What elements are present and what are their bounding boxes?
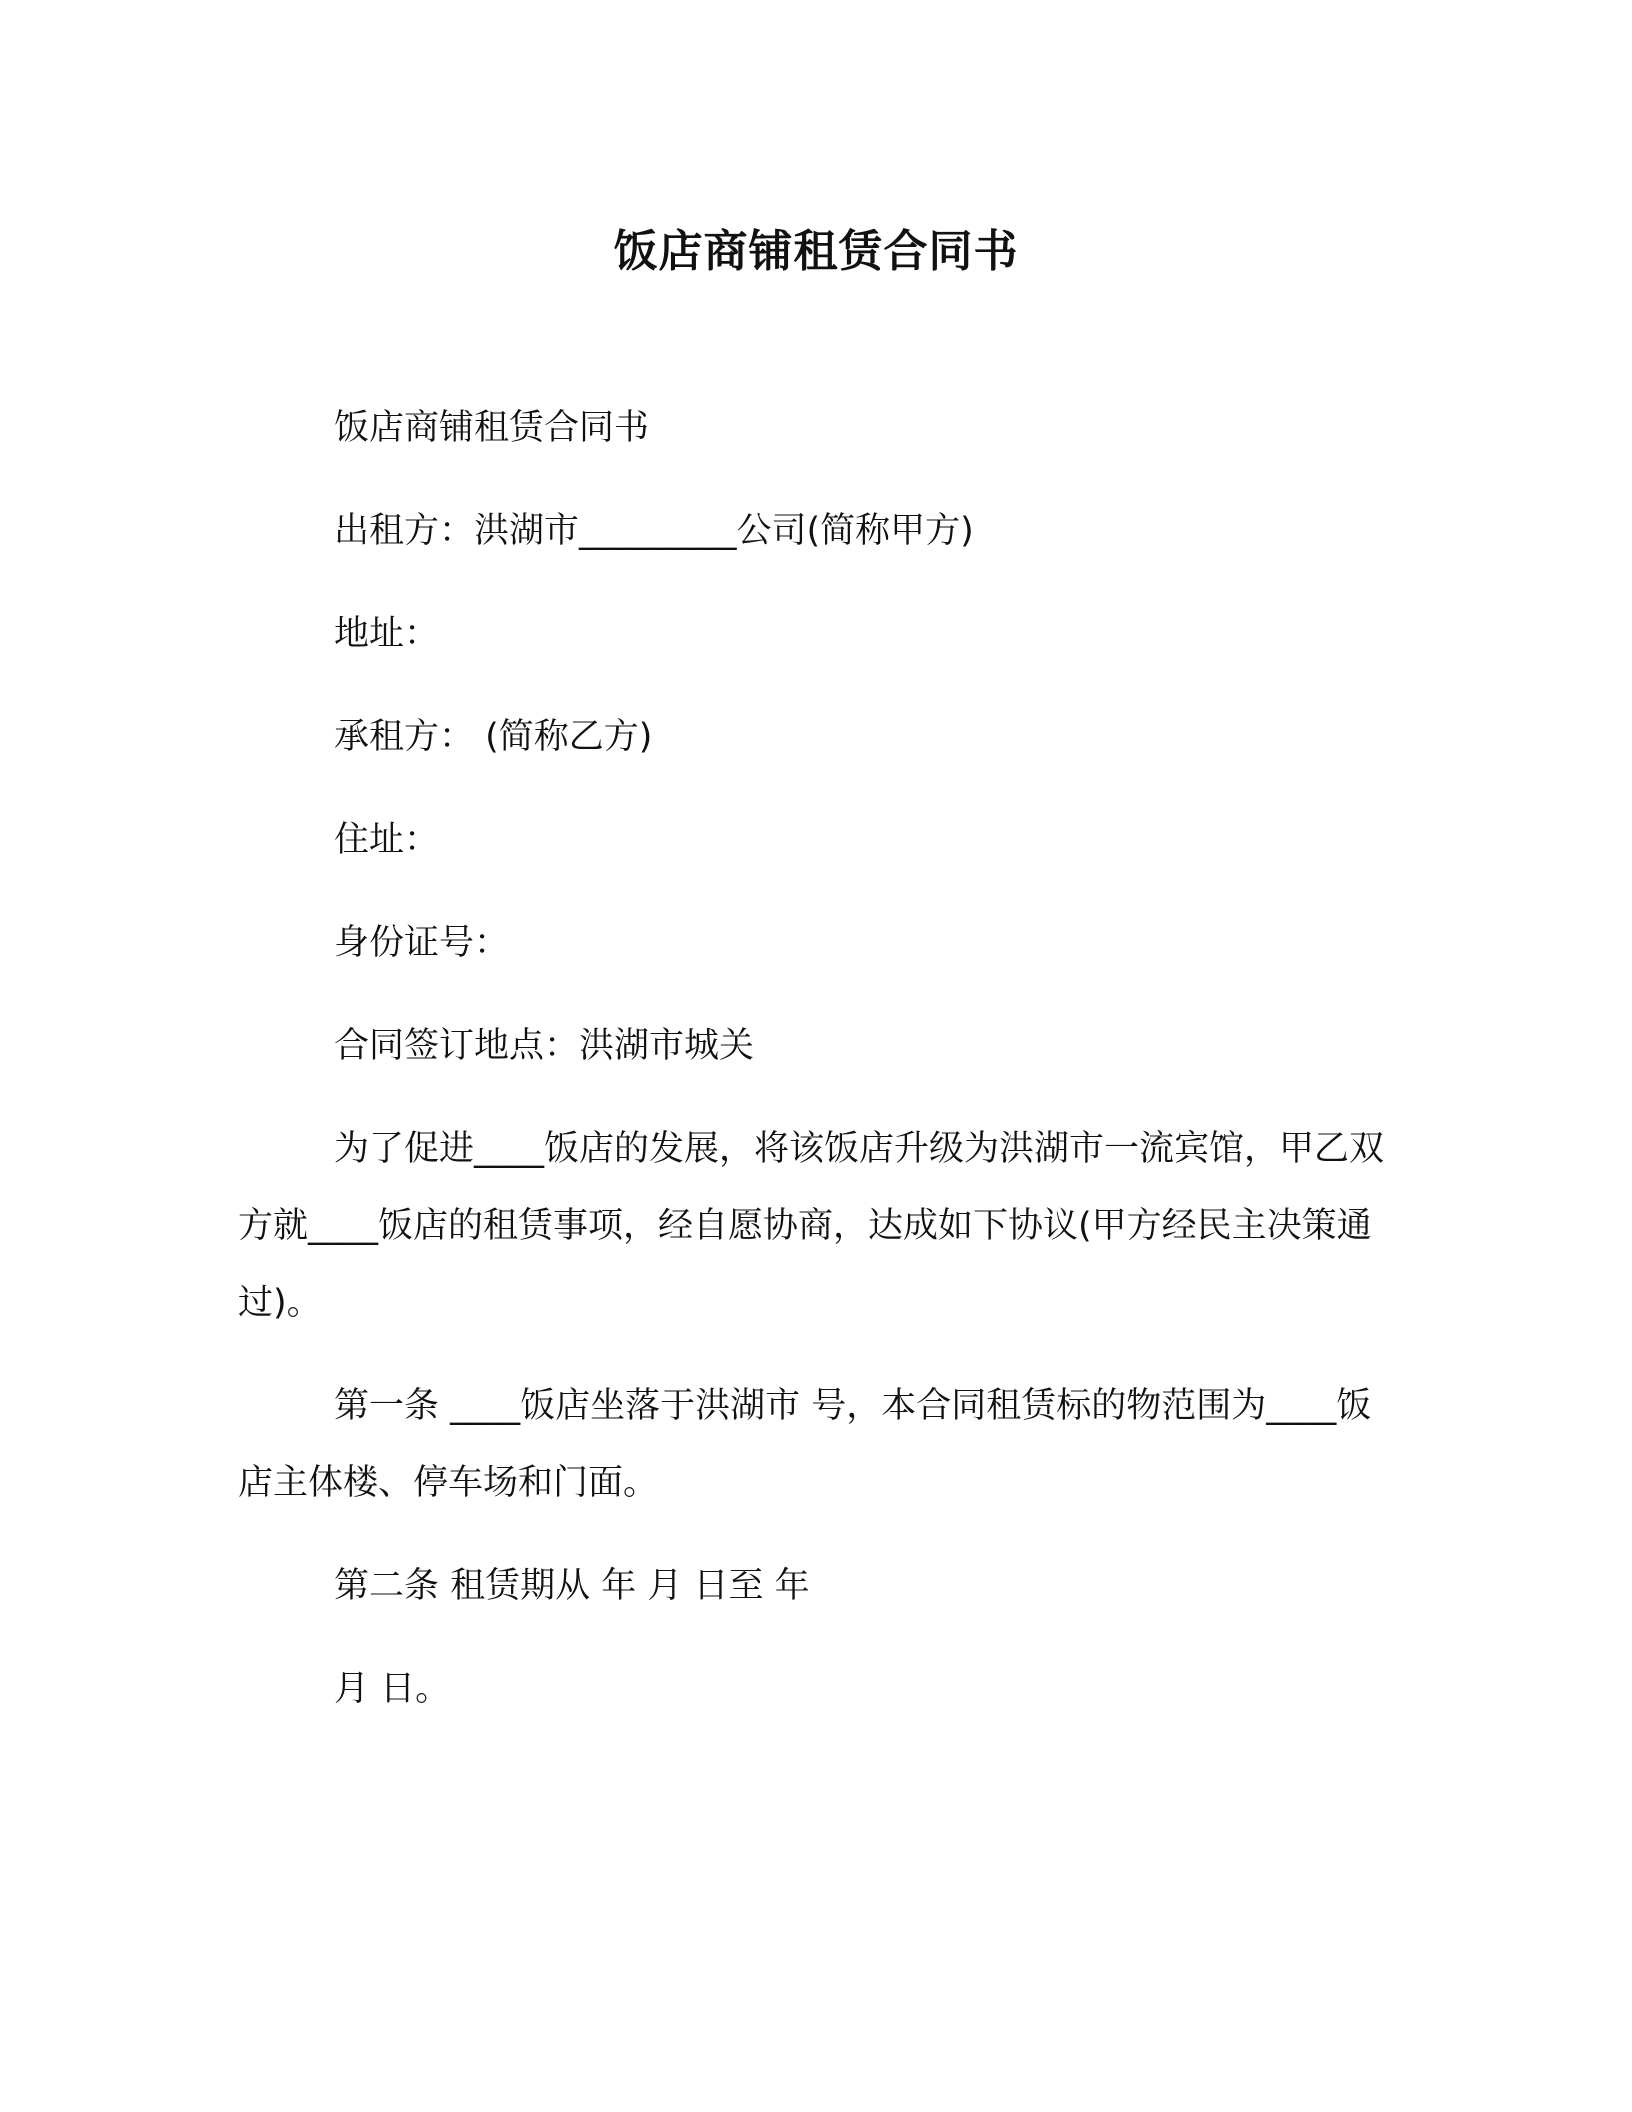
paragraph-preamble: 为了促进____饭店的发展，将该饭店升级为洪湖市一流宾馆，甲乙双方就____饭店的租赁事项，经自愿协商，达成如下协议(甲方经民主决策通过)。 — [238, 1129, 1385, 1323]
paragraph-heading: 饭店商铺租赁合同书 — [334, 408, 650, 448]
paragraph-lessor-address: 地址： — [334, 614, 440, 654]
paragraph-id-number: 身份证号： — [334, 923, 510, 963]
paragraph-lessor: 出租方：洪湖市_________公司(简称甲方) — [334, 511, 974, 551]
paragraph-article-1: 第一条 ____饭店坐落于洪湖市 号，本合同租赁标的物范围为____饭店主体楼、停车场和门面。 — [238, 1386, 1372, 1503]
paragraph-lessee-address: 住址： — [334, 820, 440, 860]
paragraph-article-2-end: 月 日。 — [334, 1669, 451, 1709]
document-title: 饭店商铺租赁合同书 — [613, 226, 1019, 277]
paragraph-lessee: 承租方： (简称乙方) — [334, 717, 653, 757]
document-body — [238, 390, 1388, 1754]
paragraph-signing-place: 合同签订地点：洪湖市城关 — [334, 1026, 755, 1066]
paragraph-article-2: 第二条 租赁期从 年 月 日至 年 — [334, 1566, 810, 1606]
